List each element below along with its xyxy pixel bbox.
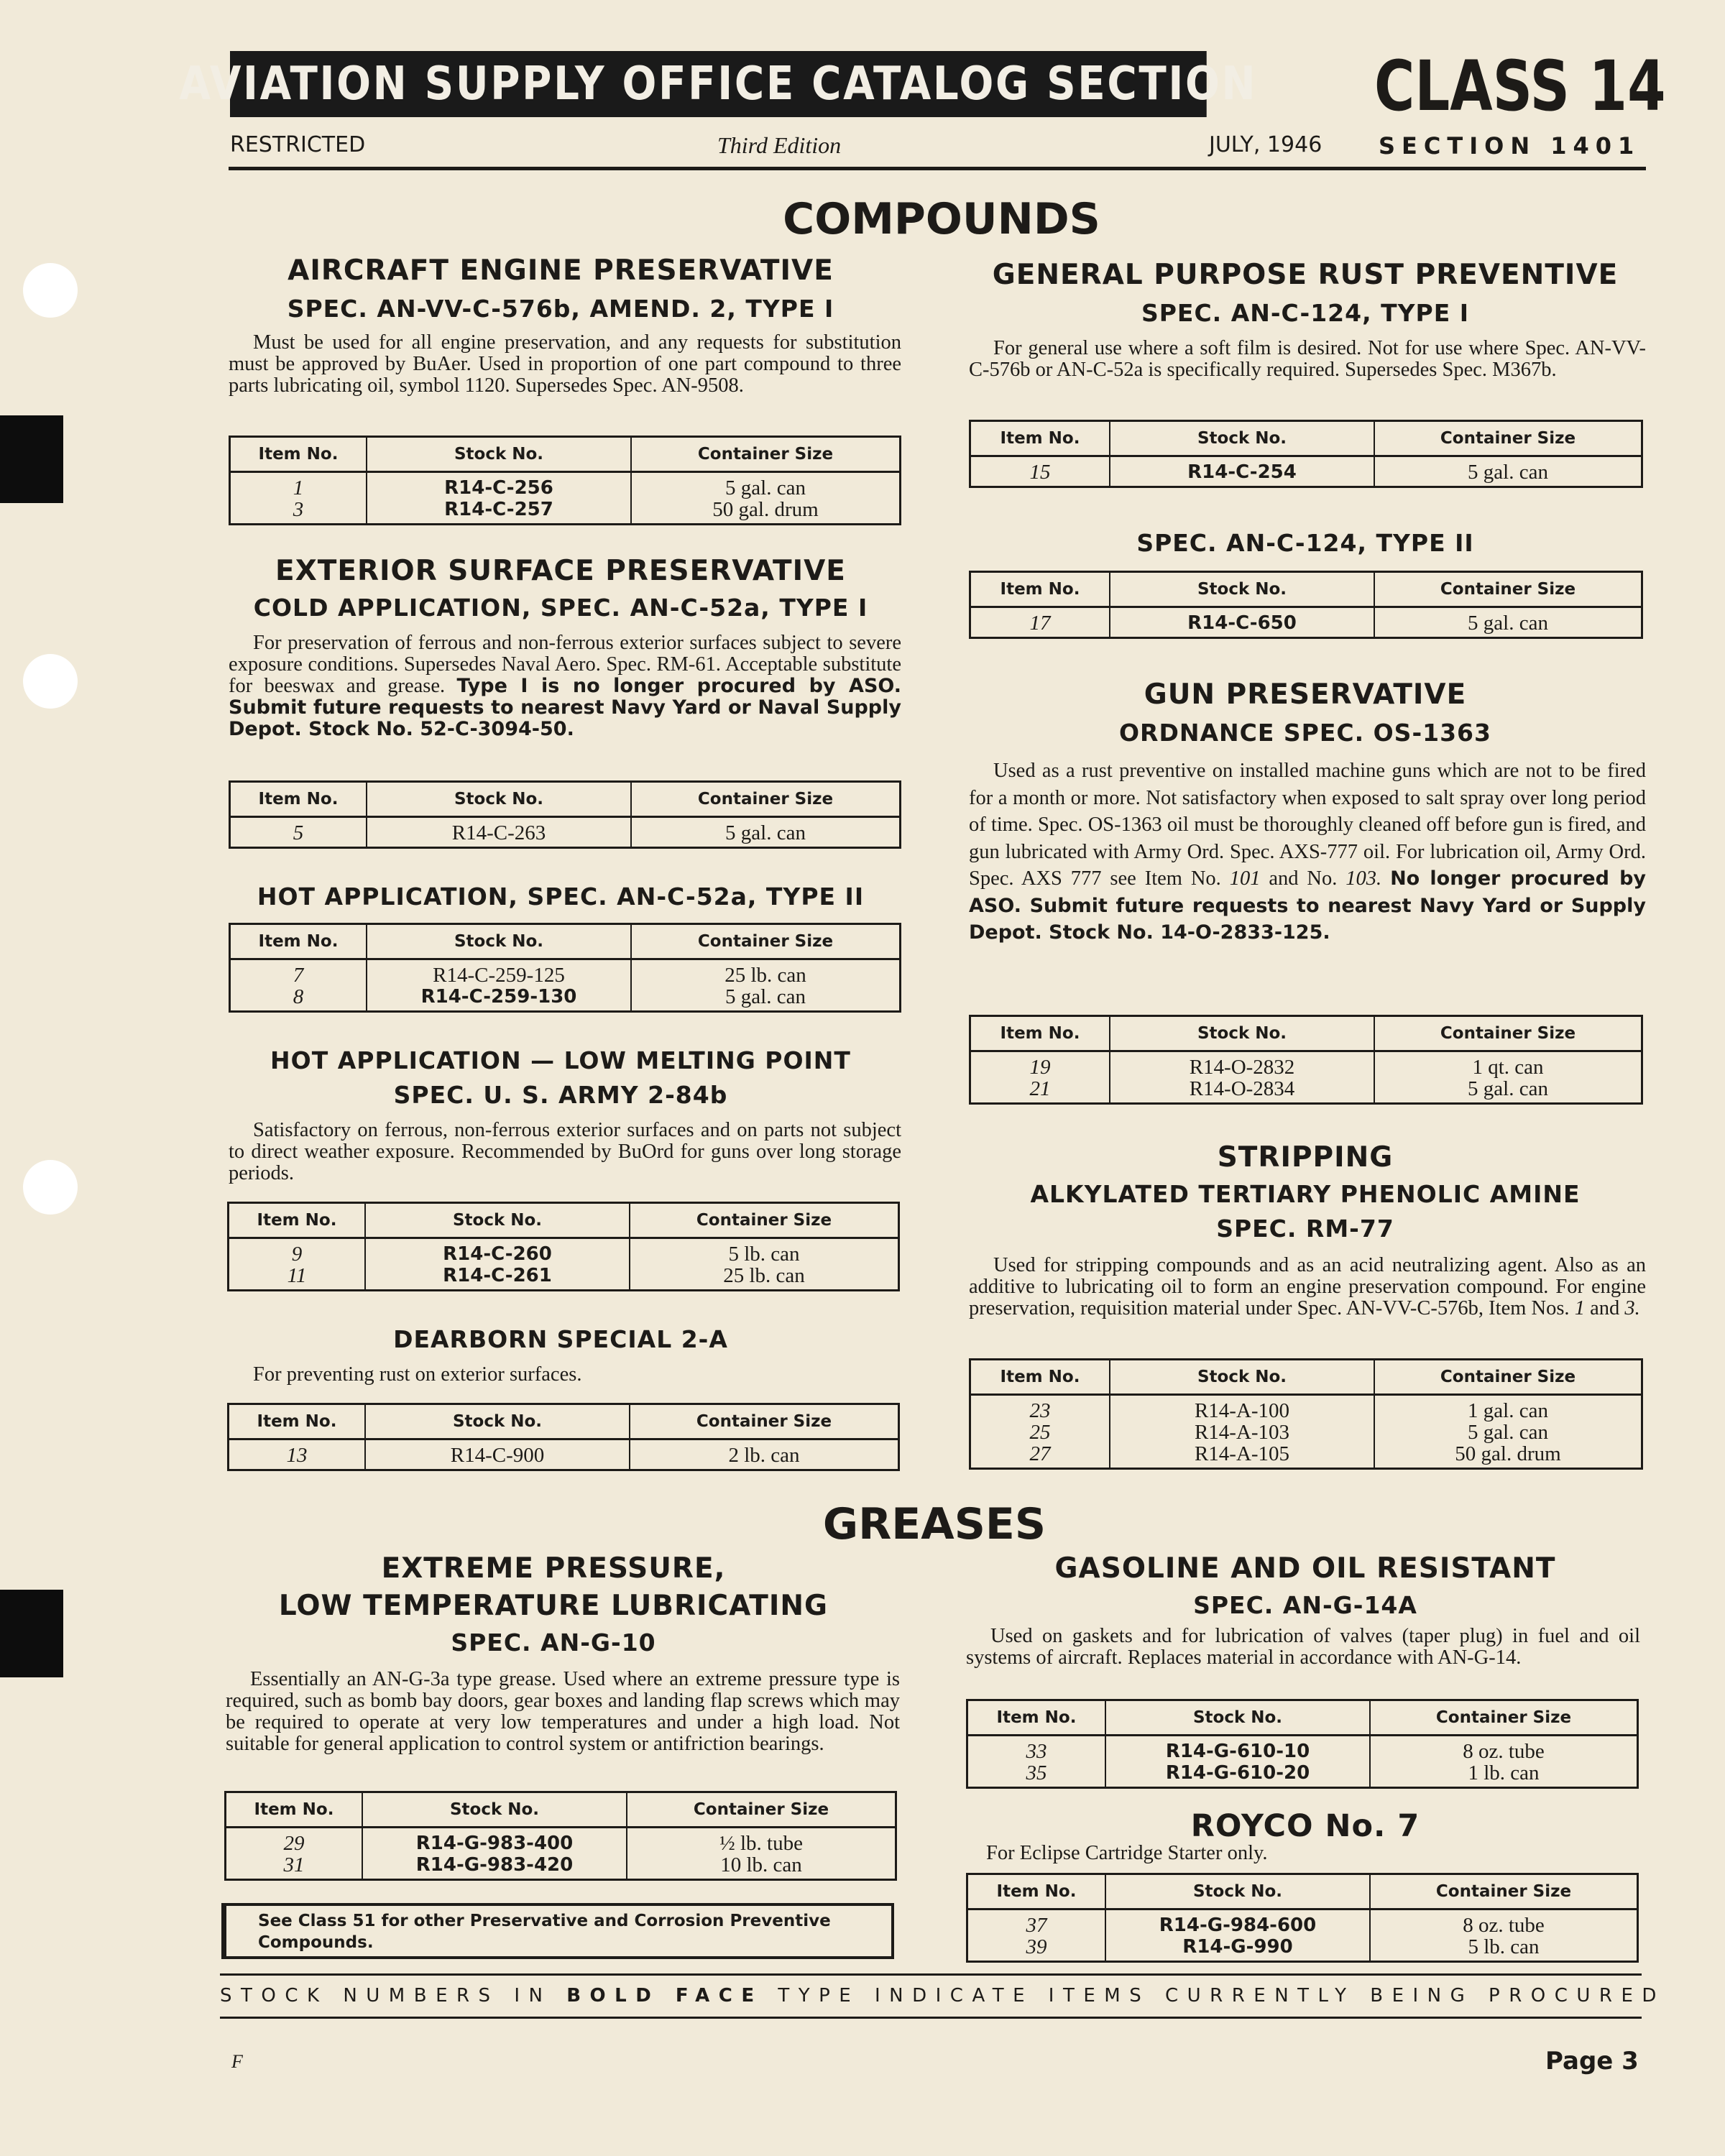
item-header: Item No. bbox=[226, 1792, 363, 1828]
rust-preventive-table bbox=[969, 420, 1643, 488]
table-row: 9 R14-C-260 5 lb. can bbox=[229, 1238, 899, 1266]
table-row: 33 R14-G-610-10 8 oz. tube bbox=[967, 1736, 1638, 1763]
stock-header: Stock No. bbox=[1110, 1360, 1374, 1395]
table-row: 29 R14-G-983-400 ½ lb. tube bbox=[226, 1828, 896, 1855]
royco-table bbox=[966, 1873, 1639, 1963]
table-row: 25 R14-A-103 5 gal. can bbox=[970, 1422, 1642, 1443]
table-row: 37 R14-G-984-600 8 oz. tube bbox=[967, 1909, 1638, 1937]
gun-preservative-description: Used as a rust preventive on installed machine guns which are not to be fired for a month or more. Not satisfactory when exposed to salt spray over long period of time. Spec. OS-1363 oil must be thoroughly cleaned off before gun is fired, and gun lubricated with Army Ord. Spec. AXS-777 oil. For lubrication oil, Army Ord. Spec. AXS 777 see Item No. 101 and No. 103. No longer procured by ASO. Submit future requests to nearest Navy Yard or Supply Depot. Stock No. 14-O-2833-125. bbox=[969, 760, 1647, 944]
gasoline-oil-title: GASOLINE AND OIL RESISTANT bbox=[1054, 1552, 1556, 1585]
stock-header: Stock No. bbox=[365, 1203, 630, 1238]
extreme-pressure-spec: SPEC. AN-G-10 bbox=[451, 1628, 656, 1657]
stock-header: Stock No. bbox=[1105, 1700, 1370, 1736]
gasoline-oil-table bbox=[966, 1699, 1639, 1789]
index-tab bbox=[0, 1590, 63, 1677]
dearborn-description: For preventing rust on exterior surfaces. bbox=[253, 1363, 582, 1386]
table-row: 35 R14-G-610-20 1 lb. can bbox=[967, 1762, 1638, 1788]
rust-preventive-title: GENERAL PURPOSE RUST PREVENTIVE bbox=[992, 259, 1619, 291]
item-header: Item No. bbox=[230, 782, 367, 817]
table-row: 3 R14-C-257 50 gal. drum bbox=[230, 499, 901, 525]
table-row: 23 R14-A-100 1 gal. can bbox=[970, 1395, 1642, 1422]
aircraft-engine-title: AIRCRAFT ENGINE PRESERVATIVE bbox=[288, 254, 834, 287]
container-header: Container Size bbox=[1374, 1016, 1642, 1051]
printer-mark: F bbox=[231, 2051, 243, 2072]
bold-face-notice: STOCK NUMBERS IN BOLD FACE TYPE INDICATE ITEMS CURRENTLY BEING PROCURED bbox=[220, 1985, 1665, 2007]
stock-header: Stock No. bbox=[367, 437, 631, 472]
stock-header: Stock No. bbox=[367, 782, 631, 817]
stock-header: Stock No. bbox=[1110, 572, 1374, 607]
table-row: 11 R14-C-261 25 lb. can bbox=[229, 1265, 899, 1291]
item-header: Item No. bbox=[229, 1203, 366, 1238]
royco-description: For Eclipse Cartridge Starter only. bbox=[986, 1842, 1268, 1864]
low-melting-table bbox=[227, 1202, 900, 1291]
extreme-pressure-table bbox=[224, 1791, 897, 1881]
dearborn-table bbox=[227, 1403, 900, 1471]
container-header: Container Size bbox=[631, 782, 901, 817]
stock-header: Stock No. bbox=[1110, 1016, 1374, 1051]
table-row: 17 R14-C-650 5 gal. can bbox=[970, 607, 1642, 638]
exterior-surface-spec: COLD APPLICATION, SPEC. AN-C-52a, TYPE I bbox=[253, 594, 868, 622]
low-melting-description: Satisfactory on ferrous, non-ferrous exterior surfaces and on parts not subject to direct weather exposure. Recommended by BuOrd for guns over long storage periods. bbox=[229, 1119, 901, 1184]
item-header: Item No. bbox=[970, 1360, 1110, 1395]
aircraft-engine-description: Must be used for all engine preservation, and any requests for substitution must be approved by BuAer. Used in proportion of one part compound to three parts lubricating oil, symbol 1120. Supersedes Spec. AN-9508. bbox=[229, 331, 901, 397]
table-row: 1 R14-C-256 5 gal. can bbox=[230, 472, 901, 499]
gun-preservative-table bbox=[969, 1015, 1643, 1105]
rust-type2-table bbox=[969, 571, 1643, 639]
item-header: Item No. bbox=[967, 1700, 1106, 1736]
container-header: Container Size bbox=[1374, 421, 1642, 456]
extreme-pressure-title-line1: EXTREME PRESSURE, bbox=[381, 1552, 726, 1585]
aircraft-engine-spec: SPEC. AN-VV-C-576b, AMEND. 2, TYPE I bbox=[287, 295, 834, 323]
item-header: Item No. bbox=[967, 1874, 1106, 1909]
table-row: 7 R14-C-259-125 25 lb. can bbox=[230, 959, 901, 987]
stripping-title: STRIPPING bbox=[1217, 1141, 1394, 1174]
container-header: Container Size bbox=[1370, 1874, 1638, 1909]
item-header: Item No. bbox=[970, 421, 1110, 456]
table-row: 27 R14-A-105 50 gal. drum bbox=[970, 1443, 1642, 1469]
container-header: Container Size bbox=[1374, 1360, 1642, 1395]
container-header: Container Size bbox=[631, 437, 901, 472]
catalog-banner: AVIATION SUPPLY OFFICE CATALOG SECTION bbox=[230, 51, 1207, 117]
container-header: Container Size bbox=[1374, 572, 1642, 607]
hot-application-table bbox=[229, 923, 901, 1013]
date-label: JULY, 1946 bbox=[1209, 132, 1322, 157]
gasoline-oil-description: Used on gaskets and for lubrication of valves (taper plug) in fuel and oil systems of aircraft. Replaces material in accordance with AN-G-14. bbox=[966, 1625, 1640, 1669]
exterior-surface-description: For preservation of ferrous and non-ferrous exterior surfaces subject to severe exposure conditions. Supersedes Naval Aero. Spec. RM-61. Acceptable substitute for beeswax and grease. Type I is no longer procured by ASO. Submit future requests to nearest Navy Yard or Naval Supply Depot. Stock No. 52-C-3094-50. bbox=[229, 632, 902, 740]
stock-header: Stock No. bbox=[1105, 1874, 1370, 1909]
table-row: 5 R14-C-263 5 gal. can bbox=[230, 817, 901, 848]
rust-preventive-description: For general use where a soft film is desired. Not for use where Spec. AN-VV-C-576b or AN-C-52a is specifically required. Supersedes Spec. M367b. bbox=[969, 337, 1646, 381]
container-header: Container Size bbox=[630, 1203, 899, 1238]
gun-preservative-spec: ORDNANCE SPEC. OS-1363 bbox=[1119, 719, 1491, 747]
greases-title: GREASES bbox=[822, 1499, 1046, 1549]
stock-header: Stock No. bbox=[365, 1404, 630, 1439]
class-51-note: See Class 51 for other Preservative and Corrosion Preventive Compounds. bbox=[221, 1903, 894, 1959]
table-row: 31 R14-G-983-420 10 lb. can bbox=[226, 1854, 896, 1880]
container-header: Container Size bbox=[1370, 1700, 1638, 1736]
footer-rule-bottom bbox=[220, 2017, 1642, 2019]
table-row: 15 R14-C-254 5 gal. can bbox=[970, 456, 1642, 487]
binder-hole bbox=[23, 263, 78, 318]
table-row: 21 R14-O-2834 5 gal. can bbox=[970, 1078, 1642, 1104]
gasoline-oil-spec: SPEC. AN-G-14A bbox=[1193, 1591, 1417, 1619]
rust-type2-spec: SPEC. AN-C-124, TYPE II bbox=[1136, 529, 1474, 557]
stock-header: Stock No. bbox=[367, 924, 631, 959]
royco-title: ROYCO No. 7 bbox=[1190, 1808, 1420, 1844]
class-label: CLASS 14 bbox=[1374, 46, 1666, 126]
binder-hole bbox=[23, 654, 78, 709]
page-number: Page 3 bbox=[1545, 2047, 1639, 2076]
item-header: Item No. bbox=[970, 1016, 1110, 1051]
table-row: 13 R14-C-900 2 lb. can bbox=[229, 1439, 899, 1470]
hot-application-spec: HOT APPLICATION, SPEC. AN-C-52a, TYPE II bbox=[257, 883, 865, 911]
stripping-spec: SPEC. RM-77 bbox=[1216, 1215, 1394, 1243]
extreme-pressure-description: Essentially an AN-G-3a type grease. Used where an extreme pressure type is required, such as bomb bay doors, gear boxes and landing flap screws which may be required to operate at very low temperatures and under a high load. Not suitable for general application to control system or antifriction bearings. bbox=[226, 1668, 900, 1755]
stripping-description: Used for stripping compounds and as an acid neutralizing agent. Also as an additive to lubricating oil to form an engine preservation compound. For engine preservation, requisition material under Spec. AN-VV-C-576b, Item Nos. 1 and 3. bbox=[969, 1254, 1646, 1319]
table-row: 39 R14-G-990 5 lb. can bbox=[967, 1936, 1638, 1962]
stripping-table bbox=[969, 1358, 1643, 1470]
exterior-surface-table bbox=[229, 780, 901, 849]
binder-hole bbox=[23, 1160, 78, 1215]
section-label: SECTION 1401 bbox=[1379, 132, 1641, 160]
dearborn-title: DEARBORN SPECIAL 2-A bbox=[393, 1325, 728, 1353]
low-melting-title: HOT APPLICATION — LOW MELTING POINT bbox=[270, 1046, 851, 1074]
index-tab bbox=[0, 415, 63, 503]
table-row: 8 R14-C-259-130 5 gal. can bbox=[230, 986, 901, 1012]
gun-preservative-title: GUN PRESERVATIVE bbox=[1144, 678, 1467, 711]
container-header: Container Size bbox=[630, 1404, 899, 1439]
stripping-subtitle: ALKYLATED TERTIARY PHENOLIC AMINE bbox=[1030, 1180, 1581, 1208]
extreme-pressure-title-line2: LOW TEMPERATURE LUBRICATING bbox=[278, 1590, 829, 1622]
item-header: Item No. bbox=[230, 924, 367, 959]
low-melting-spec: SPEC. U. S. ARMY 2-84b bbox=[393, 1081, 728, 1109]
restricted-label: RESTRICTED bbox=[230, 132, 366, 157]
rust-preventive-spec: SPEC. AN-C-124, TYPE I bbox=[1141, 299, 1470, 327]
exterior-surface-title: EXTERIOR SURFACE PRESERVATIVE bbox=[275, 555, 846, 587]
item-header: Item No. bbox=[970, 572, 1110, 607]
compounds-title: COMPOUNDS bbox=[783, 194, 1100, 244]
table-row: 19 R14-O-2832 1 qt. can bbox=[970, 1051, 1642, 1079]
footer-rule-top bbox=[220, 1973, 1642, 1976]
stock-header: Stock No. bbox=[1110, 421, 1374, 456]
header-rule bbox=[229, 167, 1646, 170]
container-header: Container Size bbox=[631, 924, 901, 959]
item-header: Item No. bbox=[229, 1404, 366, 1439]
edition-label: Third Edition bbox=[717, 132, 842, 158]
item-header: Item No. bbox=[230, 437, 367, 472]
container-header: Container Size bbox=[627, 1792, 896, 1828]
stock-header: Stock No. bbox=[362, 1792, 627, 1828]
aircraft-engine-table bbox=[229, 436, 901, 525]
